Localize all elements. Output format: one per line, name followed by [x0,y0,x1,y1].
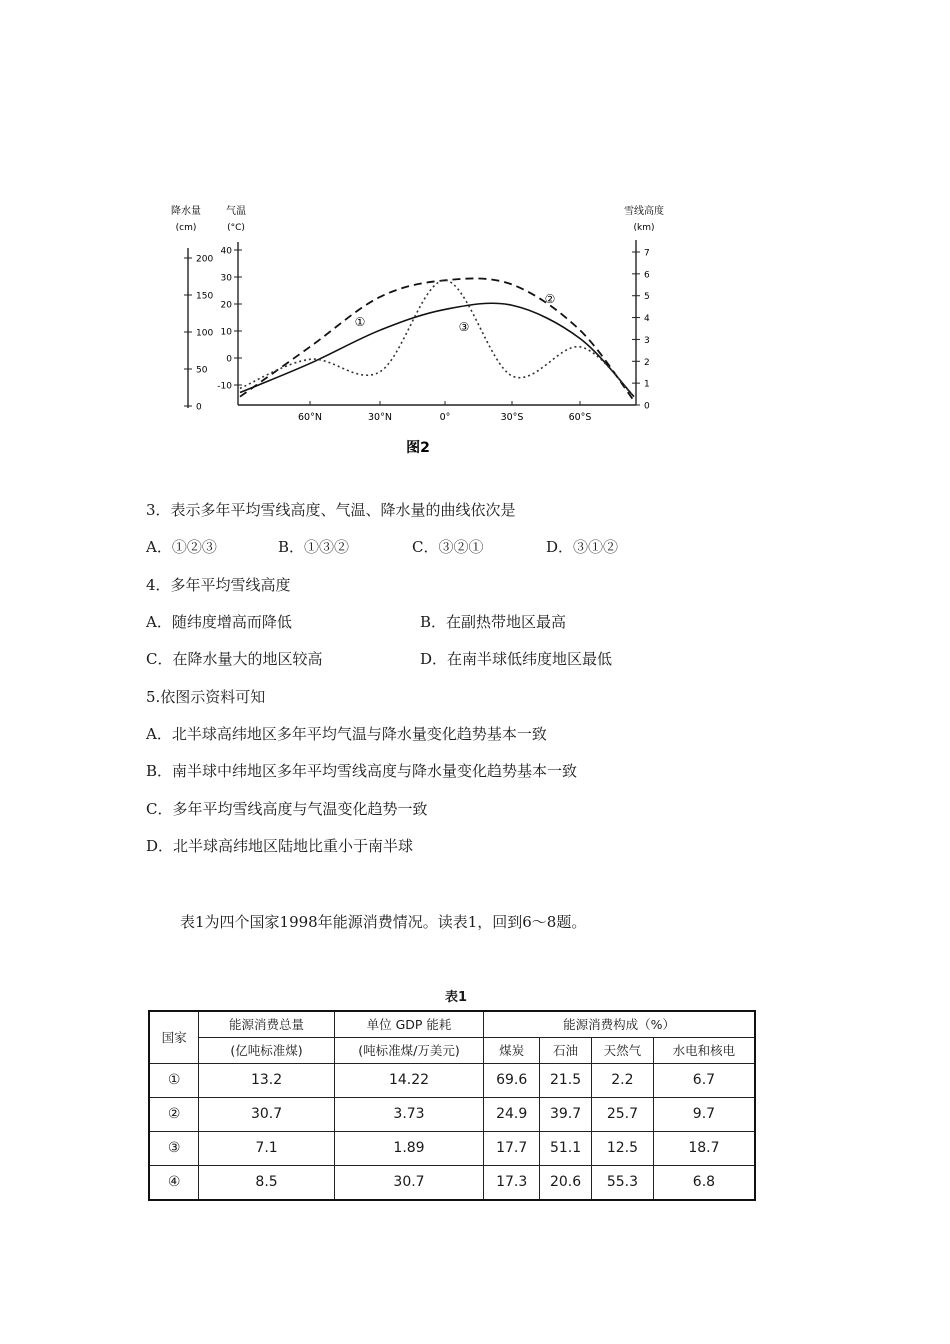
table-row [149,1131,755,1165]
q5-option-c: C．多年平均雪线高度与气温变化趋势一致 [146,800,428,818]
row2-gdp: 3.73 [334,1097,483,1131]
precip-axis-label: 降水量 [171,206,201,217]
marker-3: ③ [458,320,470,334]
x-tick-label: 60°N [298,412,322,423]
precip-tick-label: 200 [196,254,214,265]
temp-tick-label: 40 [220,246,232,257]
row3-hydro: 18.7 [653,1131,755,1165]
row2-country: ② [149,1097,199,1131]
table-caption: 表1 [445,990,468,1005]
row2-oil: 39.7 [540,1097,592,1131]
row1-country: ① [149,1063,199,1097]
snow-tick-label: 5 [644,292,650,303]
header-country: 国家 [149,1011,199,1063]
q4-option-a: A．随纬度增高而降低 [146,613,292,631]
x-axis-ticks [298,401,591,423]
temp-tick-label: 20 [220,300,232,311]
row3-oil: 51.1 [540,1131,592,1165]
row2-gas: 25.7 [591,1097,653,1131]
q3-option-a: A．①②③ [146,538,217,556]
x-tick-label: 30°S [500,412,524,423]
q3-stem: 3．表示多年平均雪线高度、气温、降水量的曲线依次是 [146,501,516,519]
marker-2: ② [544,292,556,306]
row2-coal: 24.9 [484,1097,540,1131]
precip-axis-unit: (cm) [175,223,197,233]
row4-gdp: 30.7 [334,1165,483,1200]
header-hydro: 水电和核电 [653,1037,755,1063]
snow-tick-label: 3 [644,335,650,346]
snow-tick-label: 0 [644,401,650,412]
precip-tick-label: 50 [196,365,208,376]
temp-axis-label: 气温 [226,206,246,217]
q5-option-d: D．北半球高纬地区陆地比重小于南半球 [146,837,414,855]
row1-total: 13.2 [199,1063,334,1097]
x-tick-label: 0° [439,412,451,423]
row4-coal: 17.3 [484,1165,540,1200]
q5-option-a: A．北半球高纬地区多年平均气温与降水量变化趋势基本一致 [146,725,547,743]
q4-option-d: D．在南半球低纬度地区最低 [420,650,613,668]
snow-axis-ticks [632,249,650,412]
marker-1: ① [354,315,366,329]
q5-stem: 5.依图示资料可知 [146,688,266,706]
header-gdp: 单位 GDP 能耗 [334,1011,483,1037]
series-line-3 [240,280,634,396]
header-oil: 石油 [540,1037,592,1063]
table-row [149,1097,755,1131]
snow-tick-label: 4 [644,314,650,325]
series-line-1 [240,303,634,396]
x-tick-label: 30°N [368,412,392,423]
table-row [149,1165,755,1200]
header-composition: 能源消费构成（%） [484,1011,755,1037]
row3-gdp: 1.89 [334,1131,483,1165]
header-coal: 煤炭 [484,1037,540,1063]
q4-option-b: B．在副热带地区最高 [420,613,567,631]
snow-axis-label: 雪线高度 [624,206,664,217]
row3-gas: 12.5 [591,1131,653,1165]
row4-oil: 20.6 [540,1165,592,1200]
snow-tick-label: 1 [644,379,650,390]
q3-option-c: C．③②① [412,538,484,556]
climate-chart [160,200,680,470]
figure-2 [160,200,680,470]
row2-hydro: 9.7 [653,1097,755,1131]
precip-tick-label: 100 [196,328,214,339]
row1-hydro: 6.7 [653,1063,755,1097]
row3-country: ③ [149,1131,199,1165]
precip-tick-label: 150 [196,291,214,302]
temp-tick-label: -10 [217,381,232,392]
temp-axis-unit: (°C) [227,223,245,233]
q5-option-b: B．南半球中纬地区多年平均雪线高度与降水量变化趋势基本一致 [146,762,578,780]
curves [240,278,634,400]
q3-option-d: D．③①② [546,538,619,556]
row2-total: 30.7 [199,1097,334,1131]
table-row [149,1063,755,1097]
snow-tick-label: 6 [644,270,650,281]
row4-total: 8.5 [199,1165,334,1200]
table-intro: 表1为四个国家1998年能源消费情况。读表1，回到6～8题。 [180,913,587,931]
figure-caption: 图2 [406,440,430,456]
header-total-unit: (亿吨标准煤) [199,1037,334,1063]
row3-coal: 17.7 [484,1131,540,1165]
header-total: 能源消费总量 [199,1011,334,1037]
row1-coal: 69.6 [484,1063,540,1097]
header-gdp-unit: (吨标准煤/万美元) [334,1037,483,1063]
x-tick-label: 60°S [568,412,592,423]
temp-tick-label: 0 [226,354,232,365]
row3-total: 7.1 [199,1131,334,1165]
row4-hydro: 6.8 [653,1165,755,1200]
energy-table [148,1010,756,1201]
series-line-2 [240,278,634,400]
row1-gdp: 14.22 [334,1063,483,1097]
row4-gas: 55.3 [591,1165,653,1200]
row4-country: ④ [149,1165,199,1200]
snow-tick-label: 7 [644,248,650,259]
precip-tick-label: 0 [196,402,202,413]
q4-option-c: C．在降水量大的地区较高 [146,650,323,668]
q4-stem: 4．多年平均雪线高度 [146,576,291,594]
snow-axis-unit: (km) [633,223,655,233]
row1-oil: 21.5 [540,1063,592,1097]
header-gas: 天然气 [591,1037,653,1063]
temp-tick-label: 30 [220,273,232,284]
temp-tick-label: 10 [220,327,232,338]
q3-option-b: B．①③② [278,538,350,556]
row1-gas: 2.2 [591,1063,653,1097]
snow-tick-label: 2 [644,357,650,368]
